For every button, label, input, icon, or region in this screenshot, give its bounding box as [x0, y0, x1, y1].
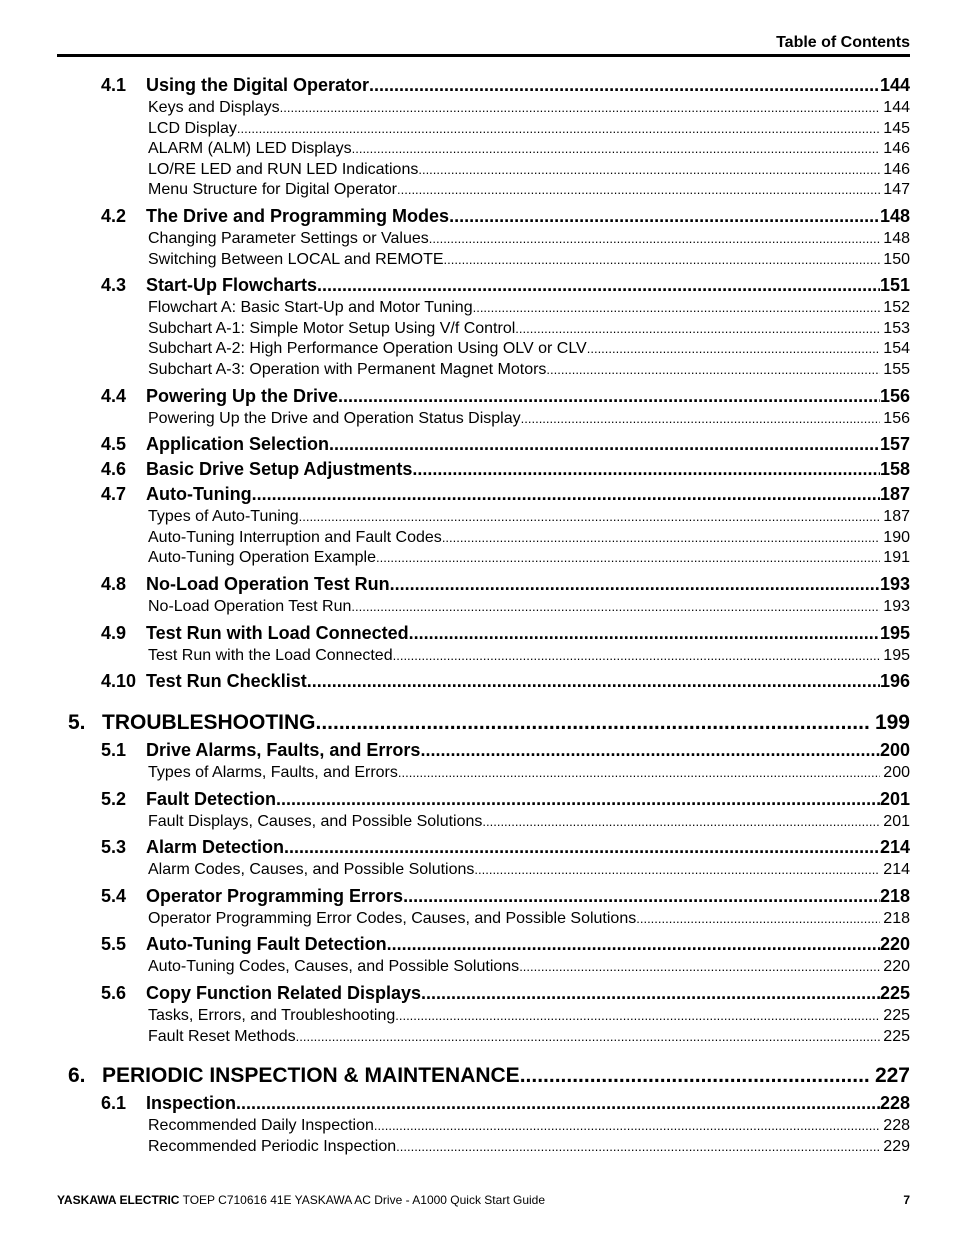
toc-subsection-title: Powering Up the Drive and Operation Status Display: [148, 409, 521, 427]
toc-section-title: Using the Digital Operator: [146, 75, 370, 95]
toc-subsection[interactable]: [148, 1027, 910, 1048]
dot-leader: [474, 860, 880, 881]
toc-section[interactable]: [101, 457, 910, 482]
toc-subsection[interactable]: [148, 1006, 910, 1027]
toc-subsection[interactable]: [148, 119, 910, 140]
toc-section-number: 4.9: [101, 622, 127, 643]
dot-leader: [395, 1006, 880, 1027]
toc-subsection-list: [0, 860, 954, 881]
toc-subsection-page: 225: [883, 1027, 910, 1045]
toc-section-number: 4.2: [101, 205, 127, 226]
toc-subsection-page: 146: [883, 160, 910, 178]
footer-document-info: [57, 1193, 545, 1207]
toc-chapter-number: 5.: [68, 711, 86, 735]
dot-leader: [329, 432, 880, 457]
toc-subsection-page: 154: [883, 340, 910, 358]
toc-section-number: 4.3: [101, 275, 127, 296]
toc-subsection-page: 152: [883, 299, 910, 317]
toc-section-title: Start-Up Flowcharts: [146, 275, 318, 296]
toc-section[interactable]: [101, 1091, 910, 1116]
toc-subsection-title: Auto-Tuning Interruption and Fault Codes: [148, 528, 442, 546]
toc-section-title: Test Run with Load Connected: [146, 622, 409, 643]
toc-subsection-title: Auto-Tuning Operation Example: [148, 549, 376, 567]
toc-subsection-page: 153: [883, 319, 910, 337]
dot-leader: [421, 981, 880, 1006]
toc-subsection-list: [0, 812, 954, 833]
dot-leader: [412, 457, 880, 482]
toc-subsection-list: [0, 409, 954, 430]
toc-subsection-page: 225: [883, 1007, 910, 1025]
toc-subsection-list: [0, 507, 954, 569]
toc-section-title: Inspection: [146, 1093, 237, 1114]
toc-subsection-list: [0, 1116, 954, 1157]
dot-leader: [299, 507, 881, 528]
toc-subsection-title: Operator Programming Error Codes, Causes, and Possible Solutions: [148, 909, 637, 927]
table-of-contents: [0, 73, 954, 1160]
toc-subsection-title: Fault Displays, Causes, and Possible Solutions: [148, 812, 483, 830]
toc-section[interactable]: [101, 432, 910, 457]
toc-section-title: Auto-Tuning Fault Detection: [146, 934, 387, 955]
dot-leader: [236, 1091, 880, 1116]
dot-leader: [442, 528, 880, 549]
toc-subsection-list: [0, 909, 954, 930]
toc-section[interactable]: [101, 621, 910, 646]
toc-section-title: Fault Detection: [146, 788, 277, 809]
toc-subsection-title: LCD Display: [148, 119, 237, 137]
toc-subsection-title: Alarm Codes, Causes, and Possible Solutions: [148, 861, 475, 879]
toc-section-title: No-Load Operation Test Run: [146, 573, 390, 594]
toc-subsection[interactable]: [148, 229, 910, 250]
toc-section-page: 157: [879, 434, 910, 455]
toc-section-page: 196: [879, 671, 910, 692]
toc-subsection[interactable]: [148, 528, 910, 549]
toc-subsection[interactable]: [148, 812, 910, 833]
toc-subsection[interactable]: [148, 507, 910, 528]
toc-subsection-title: No-Load Operation Test Run: [148, 597, 352, 615]
toc-subsection[interactable]: [148, 957, 910, 978]
footer-doc-title: TOEP C710616 41E YASKAWA AC Drive - A1000 Quick Start Guide: [182, 1193, 546, 1207]
toc-subsection-title: Subchart A-3: Operation with Permanent Magnet Motors: [148, 360, 547, 378]
toc-section-page: 214: [879, 837, 910, 858]
toc-subsection[interactable]: [148, 860, 910, 881]
toc-section-number: 4.1: [101, 75, 127, 95]
toc-subsection-page: 200: [883, 764, 910, 782]
toc-section[interactable]: [101, 835, 910, 860]
dot-leader: [409, 621, 880, 646]
toc-section-page: 195: [879, 622, 910, 643]
toc-subsection[interactable]: [148, 160, 910, 181]
dot-leader: [546, 360, 880, 381]
toc-subsection-page: 195: [883, 646, 910, 664]
dot-leader: [449, 204, 880, 229]
toc-section-page: 225: [879, 983, 910, 1004]
toc-subsection[interactable]: [148, 180, 910, 201]
dot-leader: [252, 482, 880, 507]
toc-section-page: 144: [879, 75, 910, 95]
toc-chapter[interactable]: [68, 1061, 910, 1091]
toc-subsection-title: Auto-Tuning Codes, Causes, and Possible Solutions: [148, 958, 520, 976]
toc-section-page: 200: [879, 740, 910, 761]
dot-leader: [280, 98, 881, 119]
toc-subsection[interactable]: [148, 909, 910, 930]
toc-subsection-page: 155: [883, 360, 910, 378]
toc-section-number: 5.6: [101, 983, 127, 1004]
toc-subsection-page: 201: [883, 812, 910, 830]
toc-section-page: 187: [879, 484, 910, 505]
toc-subsection-page: 220: [883, 958, 910, 976]
dot-leader: [352, 139, 881, 160]
dot-leader: [376, 548, 880, 569]
dot-leader: [338, 384, 880, 409]
toc-section-number: 6.1: [101, 1093, 127, 1114]
toc-section-title: Test Run Checklist: [146, 671, 307, 692]
dot-leader: [387, 932, 880, 957]
dot-leader: [396, 1137, 880, 1158]
toc-section-number: 4.4: [101, 385, 127, 406]
toc-section-number: 5.4: [101, 885, 127, 906]
dot-leader: [587, 339, 881, 360]
toc-section-title: Basic Drive Setup Adjustments: [146, 459, 413, 480]
toc-subsection-page: 228: [883, 1117, 910, 1135]
toc-section[interactable]: [101, 738, 910, 763]
toc-subsection[interactable]: [148, 319, 910, 340]
dot-leader: [420, 738, 880, 763]
toc-section-number: 4.7: [101, 484, 127, 505]
page-footer: [57, 1193, 910, 1207]
toc-subsection[interactable]: [148, 339, 910, 360]
toc-subsection[interactable]: [148, 360, 910, 381]
toc-section-title: Auto-Tuning: [146, 484, 252, 505]
dot-leader: [317, 273, 880, 298]
toc-section-title: The Drive and Programming Modes: [146, 205, 450, 226]
toc-subsection[interactable]: [148, 98, 910, 119]
toc-section[interactable]: [101, 204, 910, 229]
dot-leader: [307, 669, 880, 694]
toc-subsection-title: Types of Alarms, Faults, and Errors: [148, 764, 398, 782]
toc-section-title: Operator Programming Errors: [146, 885, 404, 906]
toc-subsection-page: 145: [883, 119, 910, 137]
toc-subsection-page: 191: [883, 549, 910, 567]
toc-subsection-title: Test Run with the Load Connected: [148, 646, 393, 664]
toc-subsection[interactable]: [148, 646, 910, 667]
toc-subsection-title: Menu Structure for Digital Operator: [148, 181, 397, 199]
toc-subsection-title: Types of Auto-Tuning: [148, 508, 299, 526]
toc-section-title: Copy Function Related Displays: [146, 983, 422, 1004]
toc-section-page: 193: [879, 573, 910, 594]
toc-subsection-list: [0, 597, 954, 618]
dot-leader: [429, 229, 881, 250]
toc-subsection[interactable]: [148, 250, 910, 271]
toc-subsection-page: 148: [883, 229, 910, 247]
header-divider: [57, 54, 910, 57]
toc-section-number: 4.8: [101, 573, 127, 594]
dot-leader: [351, 597, 880, 618]
toc-section-title: Powering Up the Drive: [146, 385, 339, 406]
toc-section-page: 218: [879, 885, 910, 906]
toc-subsection-title: Keys and Displays: [148, 99, 280, 116]
toc-subsection-title: Subchart A-1: Simple Motor Setup Using V/f Control: [148, 319, 516, 337]
dot-leader: [473, 298, 881, 319]
toc-subsection[interactable]: [148, 139, 910, 160]
toc-subsection-title: Changing Parameter Settings or Values: [148, 229, 429, 247]
toc-section-title: Alarm Detection: [146, 837, 285, 858]
toc-subsection[interactable]: [148, 298, 910, 319]
toc-subsection-title: Tasks, Errors, and Troubleshooting: [148, 1007, 396, 1025]
toc-subsection-list: [0, 229, 954, 270]
toc-section[interactable]: [101, 482, 910, 507]
dot-leader: [369, 73, 880, 98]
footer-page-number: 7: [903, 1193, 910, 1207]
toc-section[interactable]: [101, 384, 910, 409]
toc-section-page: 228: [879, 1093, 910, 1114]
toc-subsection-title: Recommended Daily Inspection: [148, 1117, 374, 1135]
toc-chapter-title: TROUBLESHOOTING: [102, 711, 316, 735]
toc-section-number: 5.3: [101, 837, 127, 858]
dot-leader: [284, 835, 880, 860]
toc-section-title: Drive Alarms, Faults, and Errors: [146, 740, 421, 761]
toc-section-page: 156: [879, 385, 910, 406]
dot-leader: [393, 646, 881, 667]
toc-subsection[interactable]: [148, 409, 910, 430]
toc-section-number: 4.5: [101, 434, 127, 455]
dot-leader: [515, 319, 880, 340]
dot-leader: [636, 909, 880, 930]
toc-section[interactable]: [101, 669, 910, 694]
toc-section[interactable]: [101, 932, 910, 957]
toc-subsection-title: Fault Reset Methods: [148, 1027, 296, 1045]
dot-leader: [296, 1027, 881, 1048]
dot-leader: [482, 812, 880, 833]
dot-leader: [390, 572, 880, 597]
toc-subsection-title: Subchart A-2: High Performance Operation Using OLV or CLV: [148, 340, 587, 358]
toc-section[interactable]: [101, 572, 910, 597]
toc-subsection-title: LO/RE LED and RUN LED Indications: [148, 160, 419, 178]
toc-section[interactable]: [101, 884, 910, 909]
toc-subsection-list: [0, 957, 954, 978]
toc-section-number: 4.10: [101, 671, 137, 692]
dot-leader: [519, 957, 880, 978]
dot-leader: [521, 409, 881, 430]
toc-chapter-number: 6.: [68, 1064, 86, 1088]
toc-chapter-title: PERIODIC INSPECTION & MAINTENANCE: [102, 1064, 520, 1088]
dot-leader: [316, 708, 871, 738]
toc-section-title: Application Selection: [146, 434, 330, 455]
dot-leader: [444, 250, 881, 271]
toc-section[interactable]: [101, 787, 910, 812]
toc-section-number: 5.2: [101, 788, 127, 809]
toc-subsection-list: [0, 298, 954, 380]
toc-section-page: 151: [879, 275, 910, 296]
toc-section-page: 148: [879, 205, 910, 226]
toc-chapter-page: 227: [874, 1064, 910, 1088]
toc-subsection-page: 147: [883, 181, 910, 199]
toc-chapter-page: 199: [874, 711, 910, 735]
toc-section-number: 5.5: [101, 934, 127, 955]
toc-subsection-list: [0, 646, 954, 667]
toc-section-page: 201: [879, 788, 910, 809]
toc-subsection[interactable]: [148, 763, 910, 784]
toc-subsection-page: 229: [883, 1137, 910, 1155]
page-header-title: Table of Contents: [776, 34, 910, 51]
dot-leader: [237, 119, 880, 140]
toc-subsection-title: Recommended Periodic Inspection: [148, 1137, 397, 1155]
toc-subsection-title: ALARM (ALM) LED Displays: [148, 140, 352, 158]
toc-section-number: 5.1: [101, 740, 127, 761]
toc-section-number: 4.6: [101, 459, 127, 480]
toc-subsection-page: 144: [883, 99, 910, 116]
toc-subsection[interactable]: [148, 548, 910, 569]
toc-subsection-page: 190: [883, 528, 910, 546]
toc-subsection-list: [0, 98, 954, 201]
toc-section[interactable]: [101, 981, 910, 1006]
toc-section[interactable]: [101, 73, 910, 98]
dot-leader: [374, 1116, 880, 1137]
toc-chapter[interactable]: [68, 708, 910, 738]
dot-leader: [520, 1061, 871, 1091]
toc-section[interactable]: [101, 273, 910, 298]
toc-subsection[interactable]: [148, 1116, 910, 1137]
toc-subsection-page: 218: [883, 909, 910, 927]
dot-leader: [418, 160, 880, 181]
dot-leader: [276, 787, 880, 812]
toc-subsection-title: Switching Between LOCAL and REMOTE: [148, 250, 444, 268]
toc-subsection-page: 156: [883, 409, 910, 427]
toc-subsection-list: [0, 1006, 954, 1047]
dot-leader: [397, 180, 880, 201]
footer-brand: YASKAWA ELECTRIC: [57, 1193, 180, 1207]
toc-subsection[interactable]: [148, 1137, 910, 1158]
toc-section-page: 158: [879, 459, 910, 480]
toc-subsection-list: [0, 763, 954, 784]
dot-leader: [403, 884, 880, 909]
toc-subsection[interactable]: [148, 597, 910, 618]
toc-subsection-page: 187: [883, 508, 910, 526]
toc-subsection-page: 193: [883, 597, 910, 615]
toc-subsection-title: Flowchart A: Basic Start-Up and Motor Tuning: [148, 299, 473, 317]
toc-subsection-page: 150: [883, 250, 910, 268]
toc-section-page: 220: [879, 934, 910, 955]
toc-subsection-page: 214: [883, 861, 910, 879]
dot-leader: [398, 763, 880, 784]
toc-subsection-page: 146: [883, 140, 910, 158]
